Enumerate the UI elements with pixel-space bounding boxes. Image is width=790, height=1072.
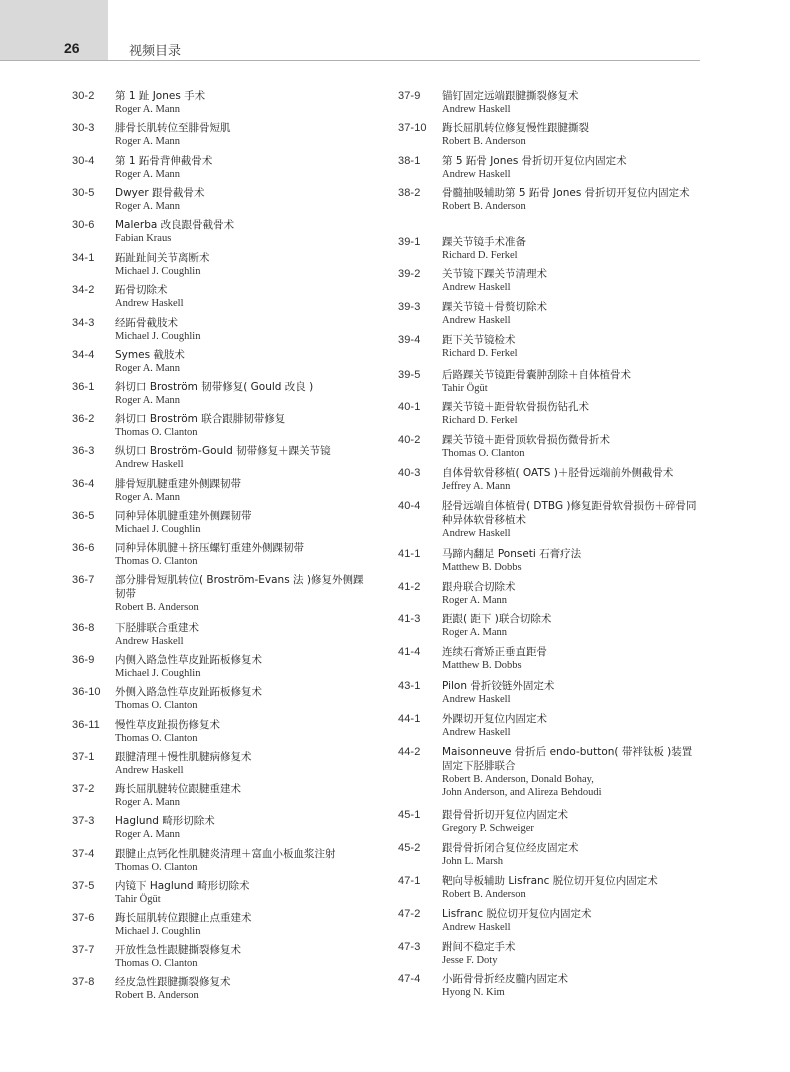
video-number: 34-4 bbox=[72, 349, 95, 361]
video-number: 30-5 bbox=[72, 187, 95, 199]
video-author: Tahir Ögüt bbox=[442, 383, 488, 394]
video-number: 38-2 bbox=[398, 187, 421, 199]
video-author: Robert B. Anderson bbox=[442, 136, 526, 147]
video-title: 下胫腓联合重建术 bbox=[115, 622, 199, 634]
video-author: Jeffrey A. Mann bbox=[442, 481, 511, 492]
video-title: 跟骨骨折闭合复位经皮固定术 bbox=[442, 842, 579, 854]
video-entry bbox=[398, 547, 700, 574]
video-entry bbox=[398, 679, 700, 706]
video-entry bbox=[398, 874, 700, 901]
video-author: Andrew Haskell bbox=[442, 104, 511, 115]
video-title: 锚钉固定远端跟腱撕裂修复术 bbox=[442, 90, 579, 102]
video-author: Roger A. Mann bbox=[115, 492, 181, 503]
video-title: 跖趾趾间关节离断术 bbox=[115, 252, 210, 264]
video-author: Roger A. Mann bbox=[115, 104, 181, 115]
video-author: Hyong N. Kim bbox=[442, 987, 505, 998]
video-number: 36-8 bbox=[72, 622, 95, 634]
video-author: Robert B. Anderson bbox=[115, 602, 199, 613]
video-author: Andrew Haskell bbox=[442, 528, 511, 539]
video-entry bbox=[398, 89, 700, 116]
video-entry-body bbox=[115, 121, 372, 148]
video-title: 小跖骨骨折经皮髓内固定术 bbox=[442, 973, 568, 985]
video-title: 关节镜下踝关节清理术 bbox=[442, 268, 547, 280]
video-author: Roger A. Mann bbox=[115, 395, 181, 406]
video-title: 开放性急性跟腱撕裂修复术 bbox=[115, 944, 241, 956]
video-title: 部分腓骨短肌转位( Broström-Evans 法 )修复外侧踝韧带 bbox=[115, 574, 364, 600]
video-title: 内侧入路急性草皮趾跖板修复术 bbox=[115, 654, 262, 666]
video-title: 马蹄内翻足 Ponseti 石膏疗法 bbox=[442, 548, 582, 560]
video-author: Tahir Ögüt bbox=[115, 894, 161, 905]
video-title: 斜切口 Broström 韧带修复( Gould 改良 ) bbox=[115, 381, 314, 393]
video-entry-body bbox=[115, 573, 372, 614]
video-number: 39-3 bbox=[398, 301, 421, 313]
video-entry-body bbox=[115, 283, 372, 310]
video-entry bbox=[72, 879, 372, 906]
video-entry-body bbox=[442, 433, 700, 460]
video-entry bbox=[72, 943, 372, 970]
video-number: 41-1 bbox=[398, 548, 421, 560]
video-number: 36-10 bbox=[72, 686, 101, 698]
video-author: Michael J. Coughlin bbox=[115, 668, 201, 679]
video-entry bbox=[72, 154, 372, 181]
video-entry bbox=[398, 400, 700, 427]
video-author: Roger A. Mann bbox=[115, 201, 181, 212]
video-entry-body bbox=[442, 874, 700, 901]
video-number: 34-2 bbox=[72, 284, 95, 296]
video-entry bbox=[72, 121, 372, 148]
video-author: Roger A. Mann bbox=[115, 136, 181, 147]
video-title: Maisonneuve 骨折后 endo-button( 带袢钛板 )装置固定下胫腓联合 bbox=[442, 746, 693, 772]
video-entry-body bbox=[115, 621, 372, 648]
video-number: 37-2 bbox=[72, 783, 95, 795]
video-title: 踝关节镜＋距骨顶软骨损伤微骨折术 bbox=[442, 434, 610, 446]
video-number: 40-3 bbox=[398, 467, 421, 479]
video-entry bbox=[72, 573, 372, 614]
video-number: 36-1 bbox=[72, 381, 95, 393]
video-author: Andrew Haskell bbox=[442, 694, 511, 705]
page-number-tab bbox=[0, 0, 108, 61]
video-number: 34-3 bbox=[72, 317, 95, 329]
video-title: 外侧入路急性草皮趾跖板修复术 bbox=[115, 686, 262, 698]
video-number: 40-1 bbox=[398, 401, 421, 413]
video-title: 踇长屈肌转位跟腱止点重建术 bbox=[115, 912, 252, 924]
video-entry bbox=[398, 612, 700, 639]
video-number: 41-4 bbox=[398, 646, 421, 658]
video-title: 经跖骨截肢术 bbox=[115, 317, 178, 329]
video-number: 30-3 bbox=[72, 122, 95, 134]
video-author: Michael J. Coughlin bbox=[115, 331, 201, 342]
video-number: 37-10 bbox=[398, 122, 427, 134]
video-entry bbox=[398, 433, 700, 460]
video-number: 47-2 bbox=[398, 908, 421, 920]
video-number: 30-4 bbox=[72, 155, 95, 167]
video-entry bbox=[72, 218, 372, 245]
video-title: 第 5 跖骨 Jones 骨折切开复位内固定术 bbox=[442, 155, 627, 167]
video-title: 同种异体肌腱重建外侧踝韧带 bbox=[115, 510, 252, 522]
video-author: Andrew Haskell bbox=[442, 727, 511, 738]
video-entry bbox=[72, 412, 372, 439]
video-title: Haglund 畸形切除术 bbox=[115, 815, 215, 827]
video-entry-body bbox=[115, 380, 372, 407]
video-entry-body bbox=[115, 186, 372, 213]
video-entry bbox=[72, 541, 372, 568]
header-divider bbox=[0, 60, 700, 61]
video-entry-body bbox=[442, 940, 700, 967]
video-title: 自体骨软骨移植( OATS )＋胫骨远端前外侧截骨术 bbox=[442, 467, 674, 479]
video-number: 41-3 bbox=[398, 613, 421, 625]
video-title: 后路踝关节镜距骨囊肿刮除＋自体植骨术 bbox=[442, 369, 631, 381]
video-entry bbox=[72, 444, 372, 471]
video-entry bbox=[398, 333, 700, 360]
video-author: Andrew Haskell bbox=[115, 765, 184, 776]
video-author: Matthew B. Dobbs bbox=[442, 660, 522, 671]
video-title: Symes 截肢术 bbox=[115, 349, 185, 361]
video-title: 第 1 跖骨背伸截骨术 bbox=[115, 155, 213, 167]
video-number: 37-3 bbox=[72, 815, 95, 827]
video-entry bbox=[72, 685, 372, 712]
video-author: Richard D. Ferkel bbox=[442, 348, 518, 359]
video-entry bbox=[72, 348, 372, 375]
video-title: 踇长屈肌腱转位跟腱重建术 bbox=[115, 783, 241, 795]
video-entry bbox=[398, 808, 700, 835]
video-title: 经皮急性跟腱撕裂修复术 bbox=[115, 976, 231, 988]
video-author: Thomas O. Clanton bbox=[115, 427, 198, 438]
video-number: 30-2 bbox=[72, 90, 95, 102]
video-title: 内镜下 Haglund 畸形切除术 bbox=[115, 880, 250, 892]
page-number: 26 bbox=[64, 40, 80, 56]
video-entry bbox=[72, 782, 372, 809]
video-number: 36-7 bbox=[72, 574, 95, 586]
video-entry-body bbox=[442, 972, 700, 999]
video-entry-body bbox=[442, 89, 700, 116]
video-title: 距跟( 距下 )联合切除术 bbox=[442, 613, 552, 625]
video-author: Roger A. Mann bbox=[115, 363, 181, 374]
video-title: 斜切口 Broström 联合跟腓韧带修复 bbox=[115, 413, 286, 425]
video-number: 38-1 bbox=[398, 155, 421, 167]
video-author: Andrew Haskell bbox=[115, 459, 184, 470]
video-entry-body bbox=[115, 879, 372, 906]
video-title: 胫骨远端自体植骨( DTBG )修复距骨软骨损伤＋碎骨同种异体软骨移植术 bbox=[442, 500, 697, 526]
video-entry bbox=[398, 712, 700, 739]
video-entry-body bbox=[442, 612, 700, 639]
video-number: 36-4 bbox=[72, 478, 95, 490]
video-entry bbox=[72, 380, 372, 407]
video-author: Robert B. Anderson, Donald Bohay, bbox=[442, 774, 594, 785]
video-entry-body bbox=[115, 750, 372, 777]
video-author: John L. Marsh bbox=[442, 856, 503, 867]
video-author: Andrew Haskell bbox=[115, 298, 184, 309]
video-number: 36-5 bbox=[72, 510, 95, 522]
video-entry-body bbox=[442, 645, 700, 672]
video-entry-body bbox=[115, 653, 372, 680]
video-entry bbox=[398, 300, 700, 327]
video-entry bbox=[398, 940, 700, 967]
video-entry bbox=[72, 847, 372, 874]
video-number: 37-7 bbox=[72, 944, 95, 956]
video-author: Thomas O. Clanton bbox=[115, 556, 198, 567]
video-entry-body bbox=[115, 316, 372, 343]
video-author: Robert B. Anderson bbox=[442, 889, 526, 900]
video-entry-body bbox=[115, 509, 372, 536]
video-title: 第 1 趾 Jones 手术 bbox=[115, 90, 206, 102]
video-entry bbox=[72, 814, 372, 841]
video-number: 37-1 bbox=[72, 751, 95, 763]
video-author: Richard D. Ferkel bbox=[442, 415, 518, 426]
video-entry-body bbox=[442, 300, 700, 327]
video-title: 外踝切开复位内固定术 bbox=[442, 713, 547, 725]
video-entry bbox=[72, 509, 372, 536]
video-title: 跟骨骨折切开复位内固定术 bbox=[442, 809, 568, 821]
video-entry bbox=[398, 267, 700, 294]
video-title: 同种异体肌腱＋挤压螺钉重建外侧踝韧带 bbox=[115, 542, 304, 554]
video-title: Lisfranc 脱位切开复位内固定术 bbox=[442, 908, 592, 920]
video-number: 37-4 bbox=[72, 848, 95, 860]
video-author: Thomas O. Clanton bbox=[115, 733, 198, 744]
video-entry-body bbox=[442, 368, 700, 395]
video-entry-body bbox=[442, 841, 700, 868]
video-entry-body bbox=[115, 477, 372, 504]
video-entry-body bbox=[115, 718, 372, 745]
video-entry bbox=[398, 841, 700, 868]
video-entry bbox=[398, 186, 700, 213]
video-author: Gregory P. Schweiger bbox=[442, 823, 534, 834]
video-entry bbox=[72, 718, 372, 745]
video-entry-body bbox=[442, 400, 700, 427]
video-title: 踝关节镜＋骨赘切除术 bbox=[442, 301, 547, 313]
video-entry-body bbox=[442, 679, 700, 706]
video-title: 纵切口 Broström-Gould 韧带修复＋踝关节镜 bbox=[115, 445, 331, 457]
video-author: Robert B. Anderson bbox=[115, 990, 199, 1001]
video-number: 36-11 bbox=[72, 719, 100, 731]
video-entry bbox=[398, 907, 700, 934]
video-title: Malerba 改良跟骨截骨术 bbox=[115, 219, 235, 231]
video-entry-body bbox=[115, 348, 372, 375]
video-entry bbox=[398, 580, 700, 607]
video-title: 慢性草皮趾损伤修复术 bbox=[115, 719, 220, 731]
video-title: 腓骨短肌腱重建外侧踝韧带 bbox=[115, 478, 241, 490]
video-author: Thomas O. Clanton bbox=[115, 700, 198, 711]
video-author: Michael J. Coughlin bbox=[115, 524, 201, 535]
video-entry bbox=[398, 645, 700, 672]
video-author: Andrew Haskell bbox=[115, 636, 184, 647]
video-entry bbox=[72, 186, 372, 213]
video-number: 34-1 bbox=[72, 252, 95, 264]
video-author: Jesse F. Doty bbox=[442, 955, 498, 966]
video-author: Andrew Haskell bbox=[442, 169, 511, 180]
video-number: 37-5 bbox=[72, 880, 95, 892]
video-entry bbox=[398, 972, 700, 999]
video-entry bbox=[398, 745, 700, 799]
video-number: 47-1 bbox=[398, 875, 421, 887]
video-author: John Anderson, and Alireza Behdoudi bbox=[442, 787, 602, 798]
video-entry-body bbox=[442, 333, 700, 360]
video-entry bbox=[72, 477, 372, 504]
video-entry-body bbox=[442, 186, 700, 213]
video-entry-body bbox=[115, 444, 372, 471]
video-entry-body bbox=[442, 154, 700, 181]
video-entry-body bbox=[442, 466, 700, 493]
video-entry bbox=[398, 235, 700, 262]
video-number: 45-2 bbox=[398, 842, 421, 854]
video-number: 37-9 bbox=[398, 90, 421, 102]
video-entry-body bbox=[115, 412, 372, 439]
video-number: 39-1 bbox=[398, 236, 421, 248]
video-title: 踝关节镜＋距骨软骨损伤钻孔术 bbox=[442, 401, 589, 413]
video-author: Richard D. Ferkel bbox=[442, 250, 518, 261]
video-entry-body bbox=[115, 782, 372, 809]
video-number: 47-4 bbox=[398, 973, 421, 985]
video-title: 跟腱止点钙化性肌腱炎清理＋富血小板血浆注射 bbox=[115, 848, 336, 860]
video-entry-body bbox=[115, 89, 372, 116]
video-number: 30-6 bbox=[72, 219, 95, 231]
video-number: 39-4 bbox=[398, 334, 421, 346]
video-number: 44-2 bbox=[398, 746, 421, 758]
video-author: Roger A. Mann bbox=[115, 169, 181, 180]
video-author: Michael J. Coughlin bbox=[115, 266, 201, 277]
video-entry bbox=[398, 121, 700, 148]
video-title: Dwyer 跟骨截骨术 bbox=[115, 187, 205, 199]
video-entry-body bbox=[115, 943, 372, 970]
video-author: Fabian Kraus bbox=[115, 233, 172, 244]
video-entry-body bbox=[442, 808, 700, 835]
video-author: Thomas O. Clanton bbox=[115, 862, 198, 873]
video-entry-body bbox=[115, 541, 372, 568]
video-author: Thomas O. Clanton bbox=[442, 448, 525, 459]
video-entry-body bbox=[115, 847, 372, 874]
video-title: 骨髓抽吸辅助第 5 跖骨 Jones 骨折切开复位内固定术 bbox=[442, 187, 690, 199]
video-entry-body bbox=[442, 907, 700, 934]
video-entry-body bbox=[115, 154, 372, 181]
video-entry bbox=[398, 154, 700, 181]
video-title: 跟腱清理＋慢性肌腱病修复术 bbox=[115, 751, 252, 763]
video-number: 37-8 bbox=[72, 976, 95, 988]
video-number: 45-1 bbox=[398, 809, 421, 821]
video-number: 36-6 bbox=[72, 542, 95, 554]
video-entry-body bbox=[115, 911, 372, 938]
video-number: 40-4 bbox=[398, 500, 421, 512]
video-number: 41-2 bbox=[398, 581, 421, 593]
video-entry-body bbox=[442, 547, 700, 574]
video-title: 腓骨长肌转位至腓骨短肌 bbox=[115, 122, 231, 134]
video-entry bbox=[398, 499, 700, 540]
video-entry-body bbox=[442, 499, 700, 540]
video-author: Thomas O. Clanton bbox=[115, 958, 198, 969]
video-entry-body bbox=[115, 975, 372, 1002]
video-entry bbox=[72, 283, 372, 310]
video-number: 36-9 bbox=[72, 654, 95, 666]
video-number: 39-2 bbox=[398, 268, 421, 280]
video-entry-body bbox=[115, 814, 372, 841]
video-number: 36-3 bbox=[72, 445, 95, 457]
video-author: Roger A. Mann bbox=[115, 829, 181, 840]
video-entry-body bbox=[442, 235, 700, 262]
video-author: Roger A. Mann bbox=[442, 627, 508, 638]
video-entry-body bbox=[442, 745, 700, 799]
video-title: 连续石膏矫正垂直距骨 bbox=[442, 646, 547, 658]
video-number: 43-1 bbox=[398, 680, 421, 692]
video-title: 靶向导板辅助 Lisfranc 脱位切开复位内固定术 bbox=[442, 875, 658, 887]
video-number: 37-6 bbox=[72, 912, 95, 924]
video-entry bbox=[72, 911, 372, 938]
video-entry-body bbox=[115, 218, 372, 245]
video-number: 36-2 bbox=[72, 413, 95, 425]
video-entry bbox=[72, 251, 372, 278]
video-entry-body bbox=[442, 712, 700, 739]
video-entry bbox=[72, 653, 372, 680]
video-author: Roger A. Mann bbox=[115, 797, 181, 808]
video-title: 跖骨切除术 bbox=[115, 284, 168, 296]
video-title: 距下关节镜检术 bbox=[442, 334, 516, 346]
video-entry bbox=[398, 466, 700, 493]
video-number: 39-5 bbox=[398, 369, 421, 381]
video-author: Matthew B. Dobbs bbox=[442, 562, 522, 573]
video-entry bbox=[72, 621, 372, 648]
video-entry-body bbox=[442, 267, 700, 294]
video-entry bbox=[398, 368, 700, 395]
video-number: 47-3 bbox=[398, 941, 421, 953]
video-title: 踝关节镜手术准备 bbox=[442, 236, 526, 248]
video-number: 40-2 bbox=[398, 434, 421, 446]
video-entry bbox=[72, 975, 372, 1002]
video-author: Andrew Haskell bbox=[442, 315, 511, 326]
video-author: Michael J. Coughlin bbox=[115, 926, 201, 937]
video-title: 跟舟联合切除术 bbox=[442, 581, 516, 593]
video-entry-body bbox=[442, 580, 700, 607]
video-author: Roger A. Mann bbox=[442, 595, 508, 606]
video-entry-body bbox=[442, 121, 700, 148]
video-entry bbox=[72, 750, 372, 777]
video-entry-body bbox=[115, 685, 372, 712]
video-title: Pilon 骨折铰链外固定术 bbox=[442, 680, 555, 692]
video-number: 44-1 bbox=[398, 713, 421, 725]
video-entry-body bbox=[115, 251, 372, 278]
page-title: 视频目录 bbox=[129, 44, 182, 59]
video-author: Andrew Haskell bbox=[442, 282, 511, 293]
video-entry bbox=[72, 316, 372, 343]
video-author: Andrew Haskell bbox=[442, 922, 511, 933]
video-title: 踇长屈肌转位修复慢性跟腱撕裂 bbox=[442, 122, 589, 134]
video-author: Robert B. Anderson bbox=[442, 201, 526, 212]
video-entry bbox=[72, 89, 372, 116]
video-title: 跗间不稳定手术 bbox=[442, 941, 516, 953]
